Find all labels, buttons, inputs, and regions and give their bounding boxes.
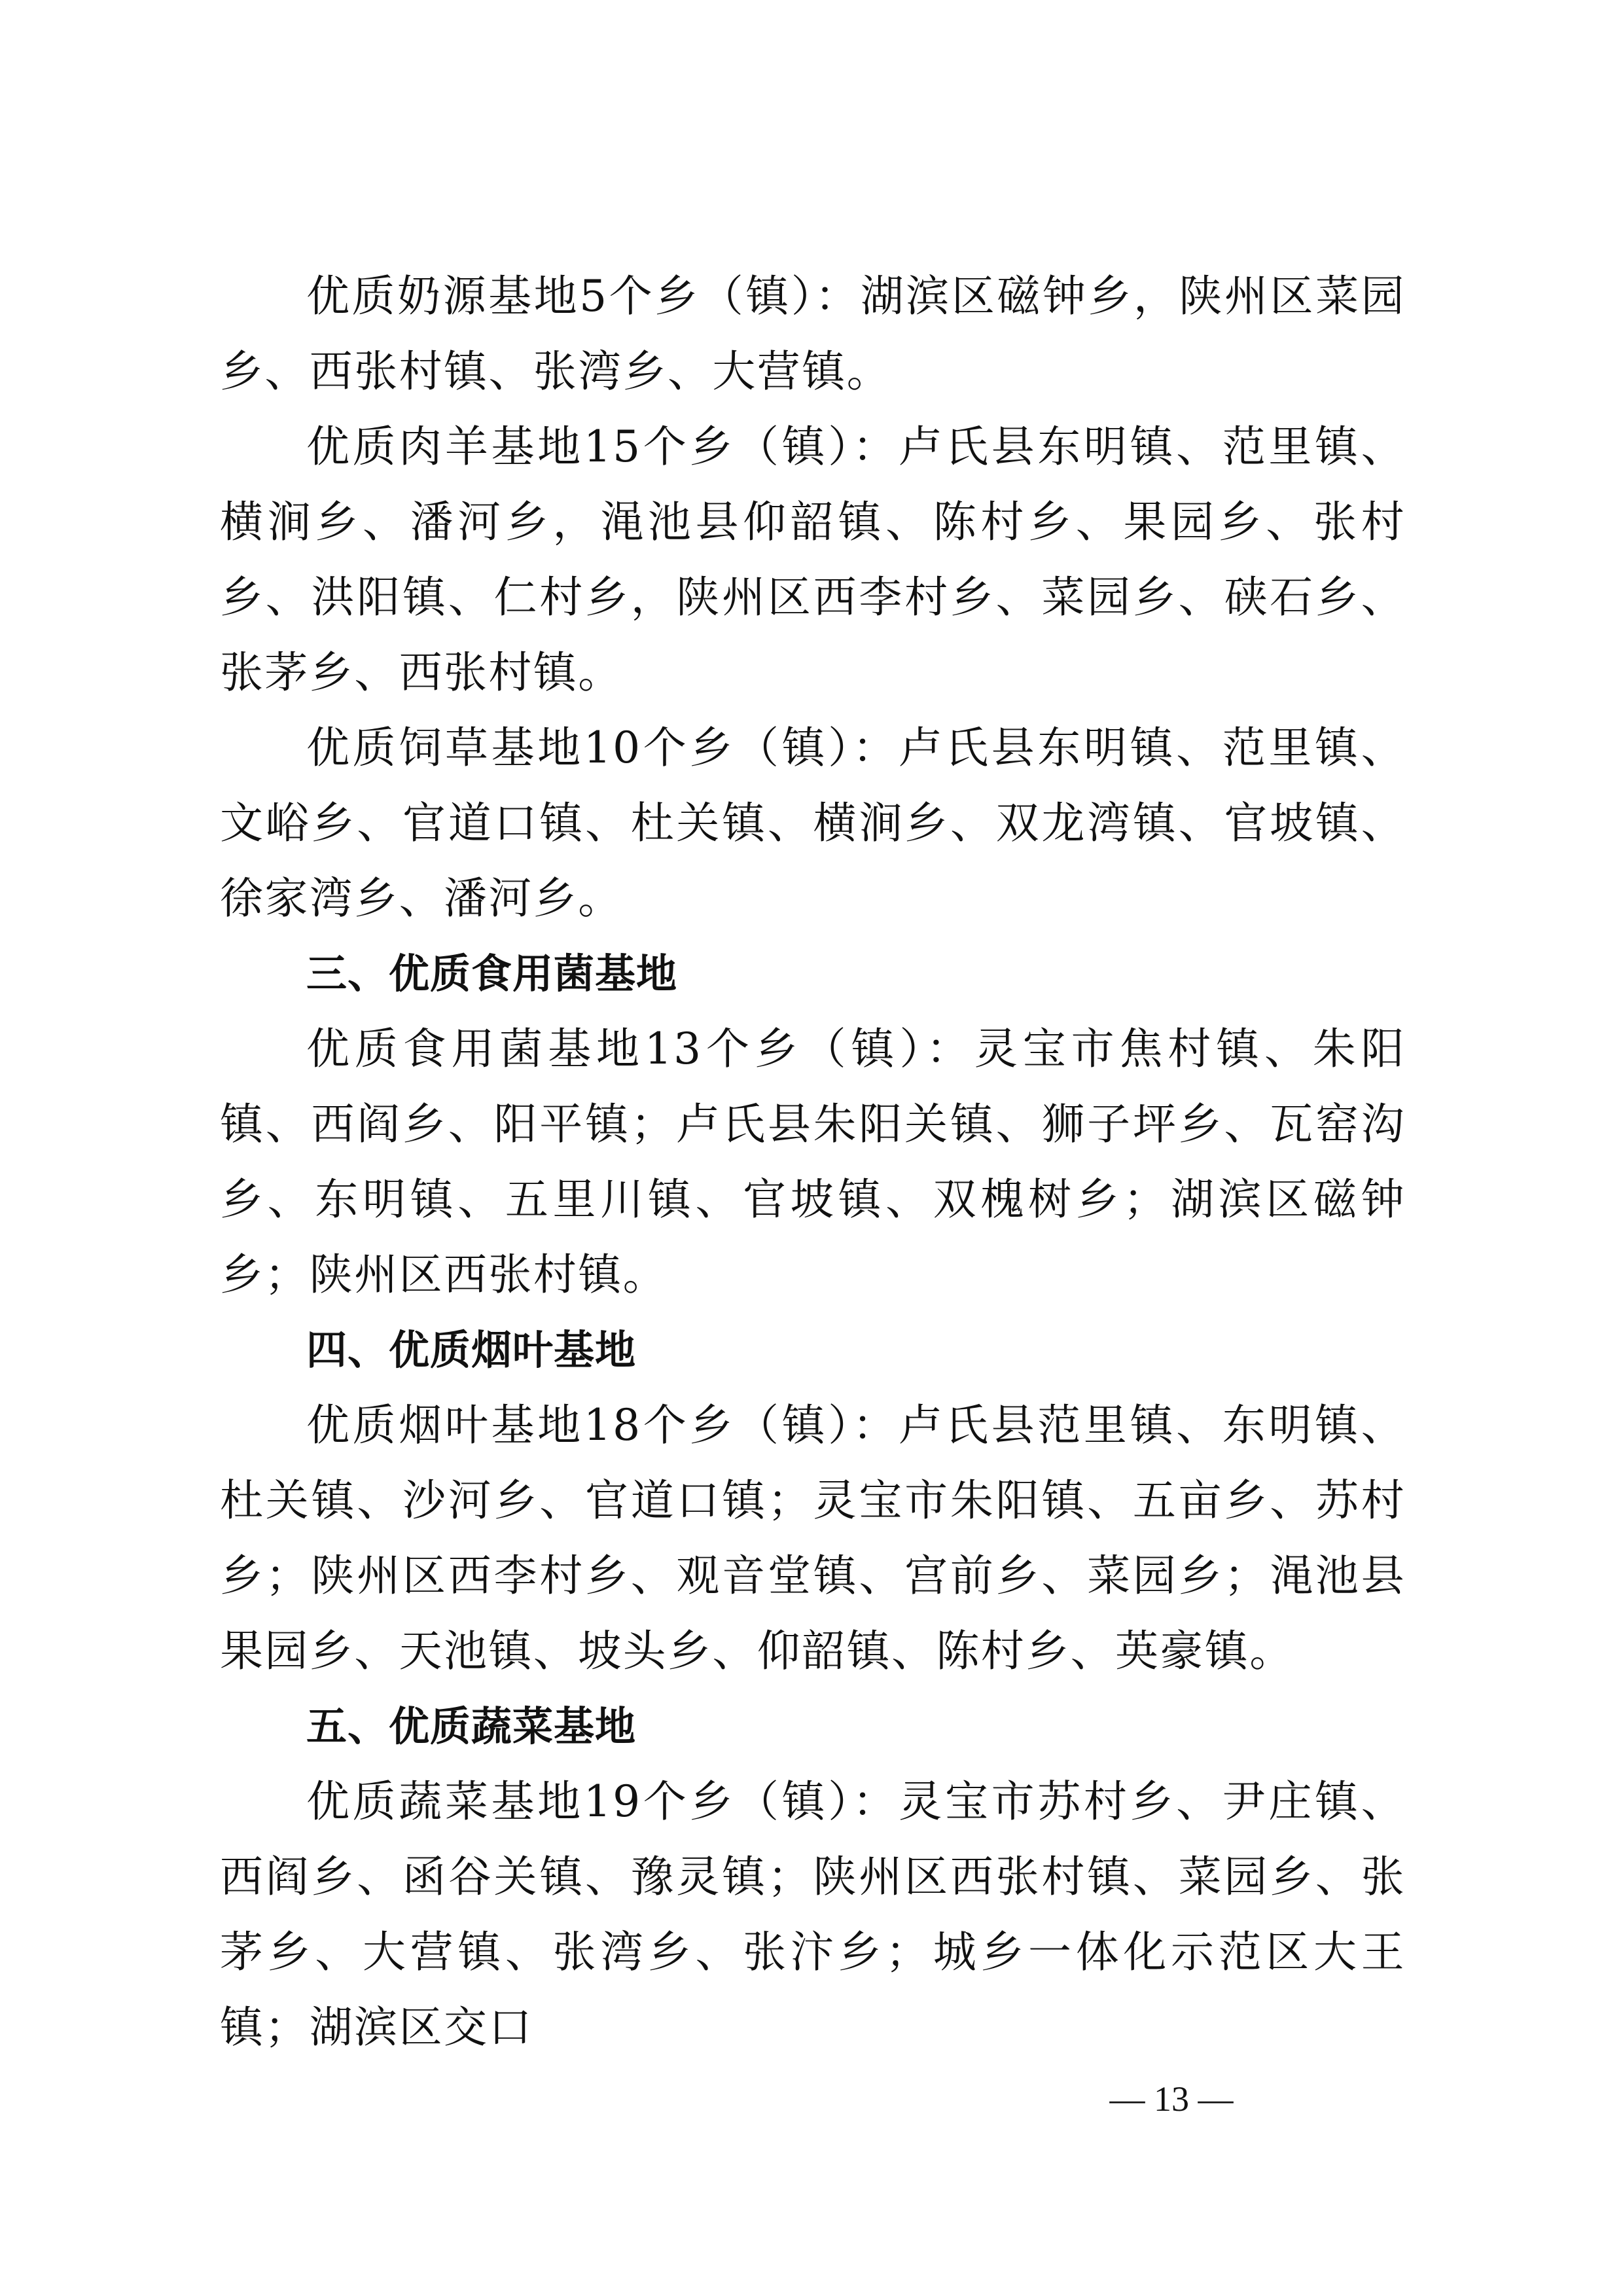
paragraph-mutton-base: 优质肉羊基地15个乡（镇）：卢氏县东明镇、范里镇、横涧乡、潘河乡，渑池县仰韶镇、陈村乡、果园乡、张村乡、洪阳镇、仁村乡，陕州区西李村乡、菜园乡、硖石乡、张茅乡、西张村镇。 <box>220 422 1406 698</box>
section-heading-vegetables: 五、优质蔬菜基地 <box>306 1702 637 1750</box>
paragraph-tobacco-base: 优质烟叶基地18个乡（镇）：卢氏县范里镇、东明镇、杜关镇、沙河乡、官道口镇；灵宝市朱阳镇、五亩乡、苏村乡；陕州区西李村乡、观音堂镇、宫前乡、菜园乡；渑池县果园乡、天池镇、坡头乡、仰韶镇、陈村乡、英豪镇。 <box>220 1400 1406 1676</box>
paragraph-forage-base: 优质饲草基地10个乡（镇）：卢氏县东明镇、范里镇、文峪乡、官道口镇、杜关镇、横涧乡、双龙湾镇、官坡镇、徐家湾乡、潘河乡。 <box>220 723 1406 924</box>
paragraph-dairy-base: 优质奶源基地5个乡（镇）：湖滨区磁钟乡，陕州区菜园乡、西张村镇、张湾乡、大营镇。 <box>220 271 1406 397</box>
paragraph-vegetable-base: 优质蔬菜基地19个乡（镇）：灵宝市苏村乡、尹庄镇、西阎乡、函谷关镇、豫灵镇；陕州区西张村镇、菜园乡、张茅乡、大营镇、张湾乡、张汴乡；城乡一体化示范区大王镇；湖滨区交口 <box>220 1776 1406 2053</box>
section-heading-tobacco: 四、优质烟叶基地 <box>306 1326 637 1374</box>
page-number: — 13 — <box>1109 2079 1234 2119</box>
section-heading-edible-fungi: 三、优质食用菌基地 <box>306 950 678 997</box>
paragraph-edible-fungi-base: 优质食用菌基地13个乡（镇）：灵宝市焦村镇、朱阳镇、西阎乡、阳平镇；卢氏县朱阳关镇、狮子坪乡、瓦窑沟乡、东明镇、五里川镇、官坡镇、双槐树乡；湖滨区磁钟乡；陕州区西张村镇。 <box>220 1024 1406 1300</box>
document-body <box>220 259 1406 2065</box>
